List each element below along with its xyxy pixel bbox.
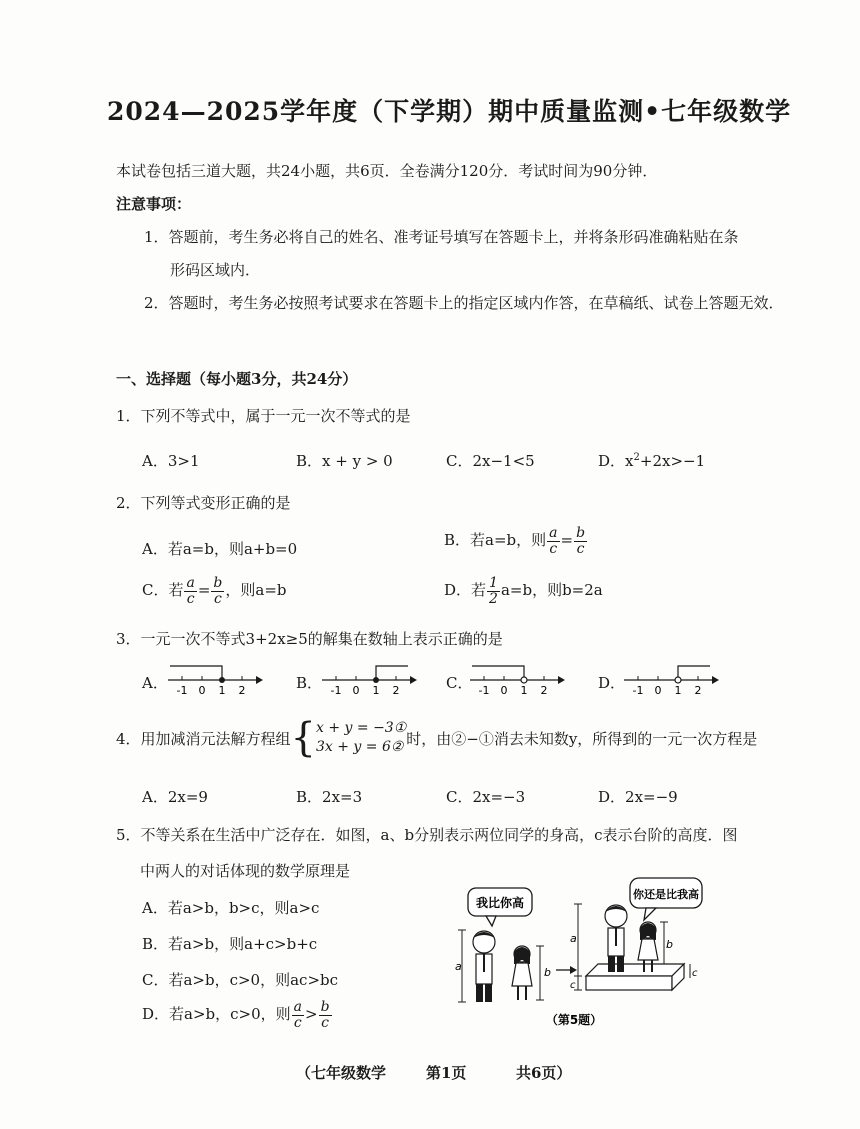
q5-option-c: C．若a>b，c>0，则ac>bc [142,971,339,989]
notice-item-1: 1．答题前，考生务必将自己的姓名、准考证号填写在答题卡上，并将条形码准确粘贴在条 [144,228,739,246]
svg-text:你还是比我高: 你还是比我高 [633,888,699,901]
svg-text:a: a [570,932,577,945]
svg-text:1: 1 [674,684,682,696]
svg-text:2: 2 [392,684,400,696]
q5-figure [446,872,706,1032]
q2-option-a: A．若a=b，则a+b=0 [142,540,298,558]
svg-text:0: 0 [654,684,662,696]
svg-text:c: c [570,980,576,991]
q4-equation-2: 3x + y = 6② [316,739,404,755]
svg-text:-1: -1 [632,684,644,696]
svg-text:0: 0 [198,684,206,696]
q5-option-d: D．若a>b，c>0，则 $\frac{a}{c}$ > $\frac{b}{c}$ [142,999,330,1031]
question-2-stem: 2．下列等式变形正确的是 [116,494,291,512]
tall-child-left [473,931,495,1002]
q3-numberline-c [466,656,566,696]
q4-option-b: B．2x=3 [296,788,363,806]
q5-option-b: B．若a>b，则a+c>b+c [142,935,318,953]
svg-text:1: 1 [372,684,380,696]
question-5-stem: 5．不等关系在生活中广泛存在．如图，a、b分别表示两位同学的身高，c表示台阶的高度．图 [116,826,738,844]
q1-option-a: A．3>1 [142,452,200,470]
tall-child-right [605,905,627,972]
footer-total-pages: 共6页） [516,1064,572,1082]
q3-option-c-label: C． [446,674,473,692]
q1-option-c: C．2x−1<5 [446,452,535,470]
q4-option-d: D．2x=−9 [598,788,678,806]
svg-text:0: 0 [352,684,360,696]
q2-option-d: D．若 $\frac{1}{2}$ a=b，则b=2a [444,575,603,607]
svg-text:（第5题）: （第5题） [545,1013,603,1027]
svg-text:-1: -1 [176,684,188,696]
svg-text:-1: -1 [478,684,490,696]
svg-text:1: 1 [520,684,528,696]
q3-numberline-a [164,656,264,696]
svg-text:2: 2 [238,684,246,696]
svg-text:2: 2 [694,684,702,696]
q3-option-b-label: B． [296,674,323,692]
q5-option-a: A．若a>b，b>c，则a>c [142,899,320,917]
svg-text:c: c [692,968,698,979]
q3-numberline-b [318,656,418,696]
svg-text:a: a [455,960,462,973]
svg-text:我比你高: 我比你高 [475,896,525,910]
question-4-stem: 4．用加减消元法解方程组 { x + y = −3① 3x + y = 6② 时，由②−①消去未知数y，所得到的一元一次方程是 [116,715,758,761]
footer-page-number: 第1页 [426,1064,467,1082]
short-child-left [512,946,532,1000]
q3-numberline-d [620,656,720,696]
question-3-stem: 3．一元一次不等式3+2x≥5的解集在数轴上表示正确的是 [116,630,503,648]
notice-item-1-cont: 形码区域内． [170,261,261,279]
exam-title: 2024—2025学年度（下学期）期中质量监测•七年级数学 [107,97,792,126]
q4-option-a: A．2x=9 [142,788,208,806]
step-platform [586,964,684,990]
svg-text:1: 1 [218,684,226,696]
q1-option-d: D．$x^2+2x>-1$ [598,452,706,470]
q4-option-c: C．2x=−3 [446,788,526,806]
question-1-stem: 1．下列不等式中，属于一元一次不等式的是 [116,407,411,425]
svg-text:b: b [544,966,551,979]
exam-intro: 本试卷包括三道大题，共24小题，共6页．全卷满分120分．考试时间为90分钟． [116,162,658,180]
question-5-stem-cont: 中两人的对话体现的数学原理是 [140,862,351,880]
svg-text:-1: -1 [330,684,342,696]
footer-subject: （七年级数学 [296,1064,387,1082]
svg-text:0: 0 [500,684,508,696]
section-heading: 一、选择题（每小题3分，共24分） [116,370,358,388]
notice-heading: 注意事项： [116,195,192,213]
q3-option-a-label: A． [142,674,168,692]
svg-text:b: b [666,938,673,951]
svg-text:2: 2 [540,684,548,696]
q1-option-b: B．x + y > 0 [296,452,393,470]
notice-item-2: 2．答题时，考生务必按照考试要求在答题卡上的指定区域内作答，在草稿纸、试卷上答题无效． [144,294,784,312]
q2-option-b: B．若a=b，则 $\frac{a}{c}$ = $\frac{b}{c}$ [444,525,586,557]
q4-equation-1: x + y = −3① [316,720,407,736]
q2-option-c: C．若 $\frac{a}{c}$ = $\frac{b}{c}$ ，则a=b [142,575,287,607]
q3-option-d-label: D． [598,674,626,692]
